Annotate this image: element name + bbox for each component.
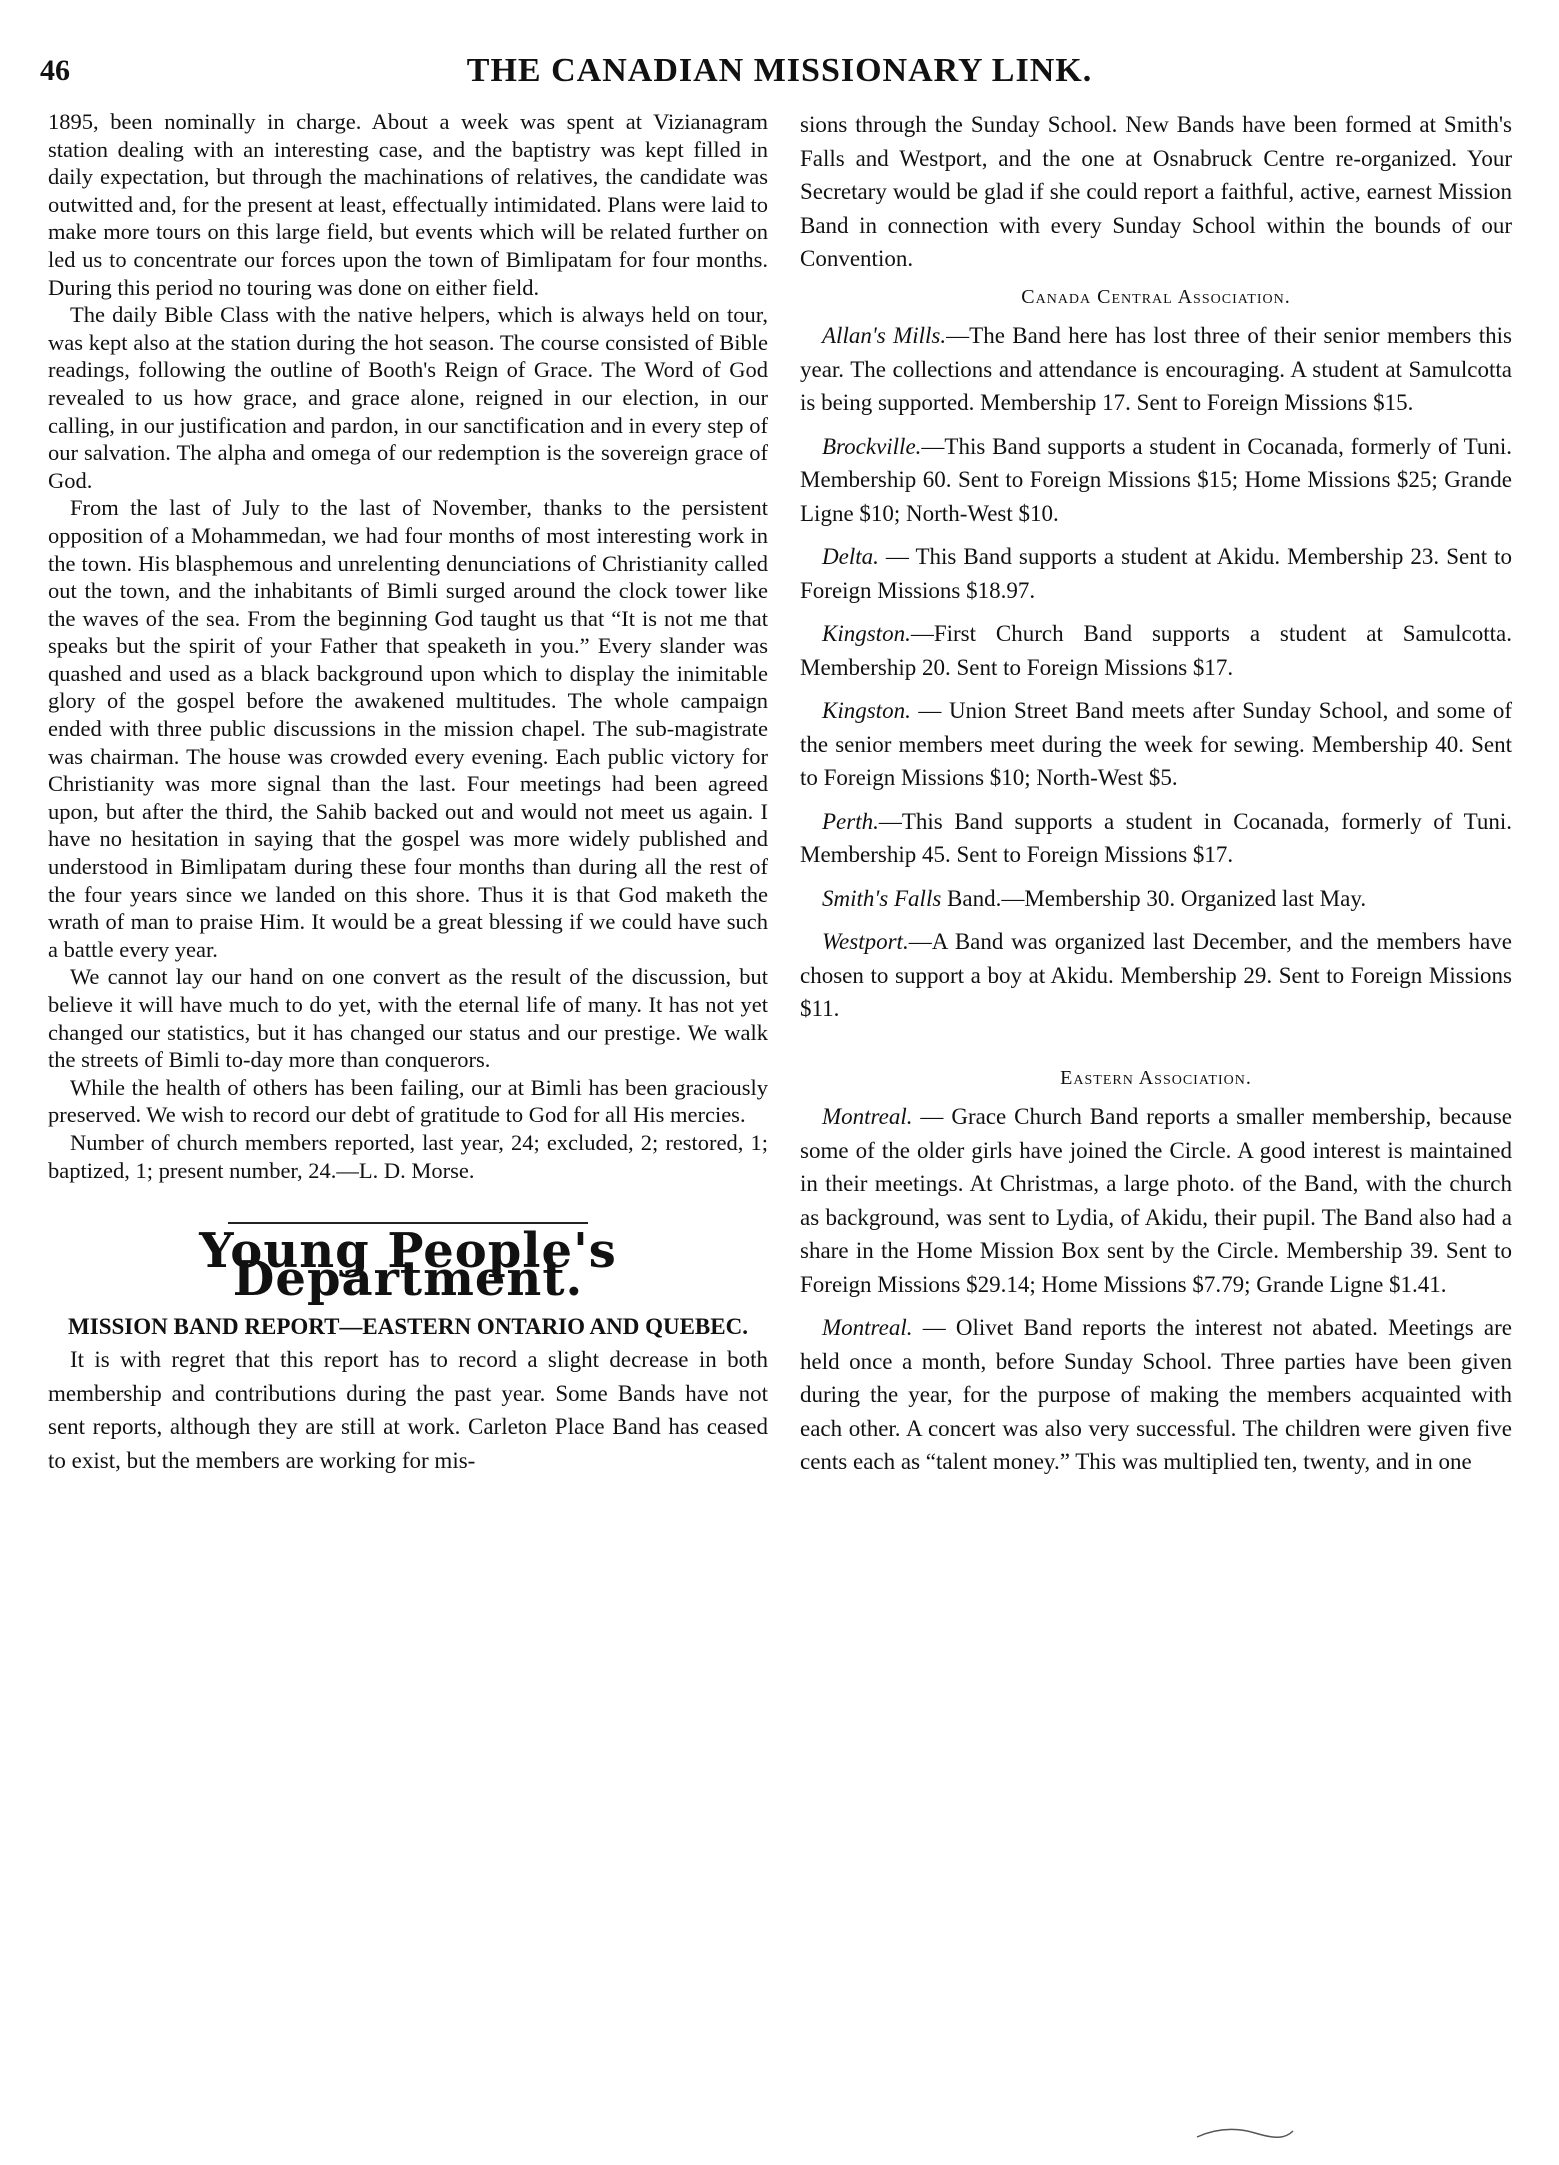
band-text: —This Band supports a student in Cocanada, formerly of Tuni. Membership 45. Sent to Foreign Missions $17. — [800, 808, 1512, 867]
band-entry — [800, 1100, 1512, 1301]
report-intro: It is with regret that this report has to record a slight decrease in both membership and contributions during the past year. Some Bands have not sent reports, although they are still at work. Carleton Place Band has ceased to exist, but the members are working for mis- — [48, 1347, 768, 1473]
band-entry — [800, 1311, 1512, 1479]
page-wear-mark — [1195, 2125, 1295, 2143]
band-entry — [800, 617, 1512, 684]
paragraph: Number of church members reported, last year, 24; excluded, 2; restored, 1; baptized, 1; present number, 24.—L. D. Morse. — [48, 1129, 768, 1183]
band-text: —This Band supports a student in Cocanada, formerly of Tuni. Membership 60. Sent to Foreign Missions $15; Home Missions $25; Grande Ligne $10; North-West $10. — [800, 433, 1512, 526]
left-column — [48, 108, 768, 1477]
paragraph: 1895, been nominally in charge. About a week was spent at Vizianagram station dealing with an interesting case, and the baptistry was kept filled in daily expectation, but through the machinations of relatives, the candidate was outwitted and, for the present at least, effectually intimidated. Plans were laid to make more tours on this large field, but events which will be related further on led us to concentrate our forces upon the town of Bimlipatam for four months. During this period no touring was done on either field. — [48, 109, 768, 300]
band-text: —A Band was organized last December, and the members have chosen to support a boy at Akidu. Membership 29. Sent to Foreign Missions $11. — [800, 929, 1512, 1021]
paragraph: We cannot lay our hand on one convert as the result of the discussion, but believe it will have much to do yet, with the eternal life of many. It has not yet changed our statistics, but it has changed our status and our prestige. We walk the streets of Bimli to-day more than conquerors. — [48, 964, 768, 1073]
band-place: Smith's Falls — [822, 885, 942, 911]
paragraph: sions through the Sunday School. New Bands have been formed at Smith's Falls and Westport, and the one at Osnabruck Centre re-organized. Your Secretary would be glad if she could report a faithful, active, earnest Mission Band in connection with every Sunday School within the bounds of our Convention. — [800, 112, 1512, 271]
paragraph: From the last of July to the last of November, thanks to the persistent opposition of a Mohammedan, we had four months of most interesting work in the town. His blasphemous and unrelenting denunciations of Christianity called out the town, and the inhabitants of Bimli surged around the clock tower like the waves of the sea. From the beginning God taught us that “It is not me that speaks but the spirit of your Father that speaketh in you.” Every slander was quashed and used as a black background upon which to display the inimitable glory of the gospel before the awakened multitudes. The whole campaign ended with three public discussions in the mission chapel. The sub-magistrate was chairman. The house was crowded every evening. Each public victory for Christianity was more signal than the last. Four meetings had been agreed upon, but after the third, the Sahib backed out and would not meet us again. I have no hesitation in saying that the gospel was more widely published and understood in Bimlipatam during these four months than during all the rest of the four years since we landed on this shore. Thus it is that God maketh the wrath of man to praise Him. It would be a great blessing if we could have such a battle every year. — [48, 495, 768, 962]
band-place: Brockville. — [822, 433, 922, 459]
report-title: MISSION BAND REPORT—EASTERN ONTARIO AND QUEBEC. — [68, 1314, 748, 1340]
band-entry — [800, 805, 1512, 872]
band-place: Perth. — [822, 808, 879, 834]
band-text: —First Church Band supports a student at Samulcotta. Membership 20. Sent to Foreign Missions $17. — [800, 621, 1512, 680]
association-heading: Canada Central Association. — [1021, 285, 1291, 308]
paragraph: The daily Bible Class with the native helpers, which is always held on tour, was kept also at the station during the hot season. The course consisted of Bible readings, following the outline of Booth's Reign of Grace. The Word of God revealed to us how grace, and grace alone, reigned in our election, in our calling, in our justification and pardon, in our sanctification and in every step of our salvation. The alpha and omega of our redemption is the sovereign grace of God. — [48, 302, 768, 493]
band-place: Allan's Mills. — [822, 323, 947, 348]
page-number: 46 — [40, 54, 70, 87]
band-place: Montreal. — [822, 1315, 913, 1340]
right-column — [800, 108, 1512, 1489]
department-heading: Young People's Department. — [199, 1223, 617, 1307]
band-text: Band.—Membership 30. Organized last May. — [941, 885, 1367, 911]
band-text: — Union Street Band meets after Sunday School, and some of the senior members meet during the week for sewing. Membership 40. Sent to Foreign Missions $10; North-West $5. — [800, 698, 1512, 790]
association-heading: Eastern Association. — [1060, 1066, 1252, 1089]
band-place: Kingston. — [822, 621, 911, 646]
band-place: Westport. — [822, 929, 909, 954]
band-text: — This Band supports a student at Akidu. Membership 23. Sent to Foreign Missions $18.97. — [800, 544, 1512, 603]
band-entry — [800, 694, 1512, 795]
publication-title: THE CANADIAN MISSIONARY LINK. — [466, 52, 1093, 89]
band-place: Montreal. — [822, 1104, 913, 1129]
band-text: — Olivet Band reports the interest not abated. Meetings are held once a month, before Sunday School. Three parties have been given during the year, for the purpose of making the members acquainted with each other. A concert was also very successful. The children were given five cents each as “talent money.” This was multiplied ten, twenty, and in one — [800, 1315, 1512, 1474]
band-text: — Grace Church Band reports a smaller membership, because some of the older girls have joined the Circle. A good interest is maintained in their meetings. At Christmas, a large photo. of the Band, with the church as background, was sent to Lydia, of Akidu, their pupil. The Band also had a share in the Home Mission Box sent by the Circle. Membership 39. Sent to Foreign Missions $29.14; Home Missions $7.79; Grande Ligne $1.41. — [800, 1104, 1512, 1297]
band-place: Delta. — [822, 544, 879, 569]
band-entry — [800, 925, 1512, 1026]
paragraph: While the health of others has been failing, our at Bimli has been graciously preserved. We wish to record our debt of gratitude to God for all His mercies. — [48, 1074, 768, 1128]
band-entry — [800, 540, 1512, 607]
band-entry — [800, 430, 1512, 531]
page-header — [40, 50, 1519, 100]
band-entry — [800, 882, 1512, 916]
band-place: Kingston. — [822, 698, 911, 723]
band-text: —The Band here has lost three of their senior members this year. The collections and attendance is encouraging. A student at Samulcotta is being supported. Membership 17. Sent to Foreign Missions $15. — [800, 323, 1512, 415]
band-entry — [800, 319, 1512, 420]
